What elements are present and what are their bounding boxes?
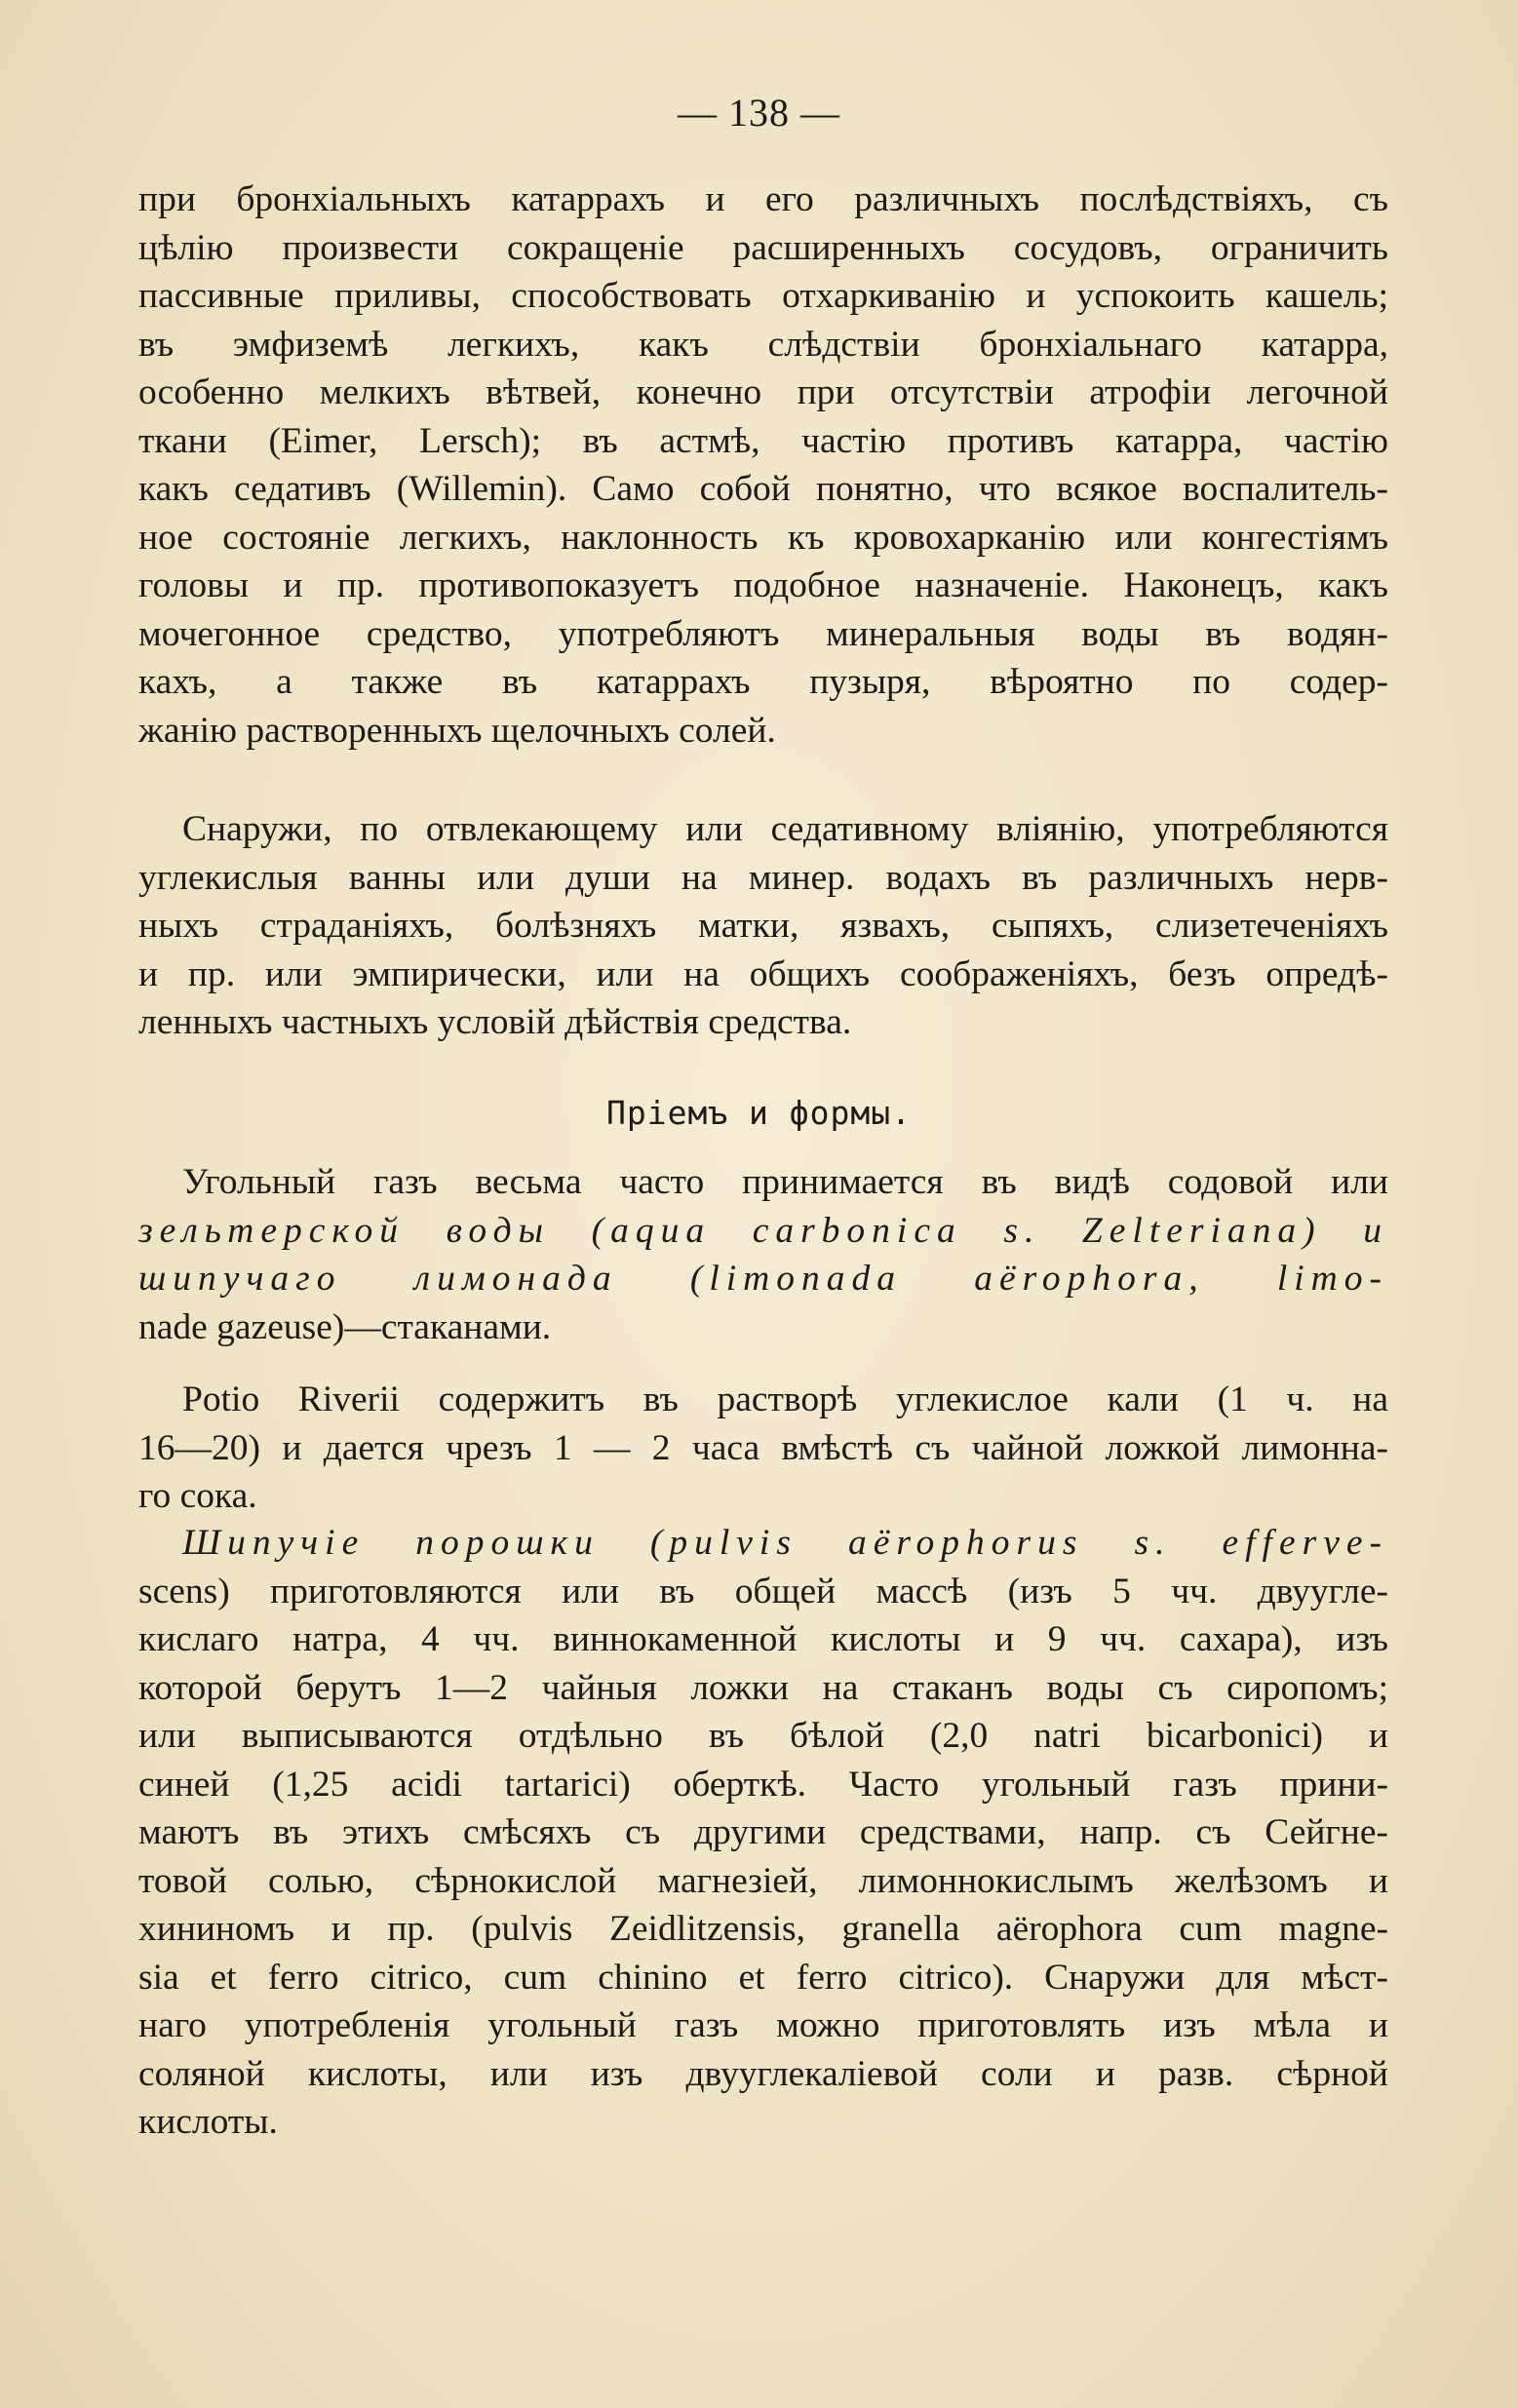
text-line: наго употребленія угольный газъ можно приготовлять изъ мѣла и [138,2005,1388,2045]
text-line: nade gazeuse)—стаканами. [138,1306,552,1347]
text-line: и пр. или эмпирически, или на общихъ соображеніяхъ, безъ опредѣ- [138,953,1388,994]
text-line: Шипучіе порошки (pulvis aërophorus s. efferve- [182,1523,1388,1563]
paragraph-potio-riverii [138,1376,1388,1521]
text-line: мочегонное средство, употребляютъ минеральныя воды въ водян- [138,613,1388,654]
section-heading: Пріемъ и формы. [605,1094,912,1132]
text-line: зельтерской воды (aqua carbonica s. Zelteriana) и [138,1210,1388,1251]
text-line: при бронхіальныхъ катаррахъ и его различныхъ послѣдствіяхъ, съ [138,179,1388,219]
text-line: го сока. [138,1476,257,1516]
text-line: головы и пр. противопоказуетъ подобное назначеніе. Наконецъ, какъ [138,565,1388,605]
text-line: хининомъ и пр. (pulvis Zeidlitzensis, granella aërophora cum magne- [138,1909,1388,1949]
text-line: ное состояніе легкихъ, наклонность къ кровохарканію или конгестіямъ [138,517,1388,558]
text-line: ткани (Eimer, Lersch); въ астмѣ, частію противъ катарра, частію [138,420,1388,461]
text-line: scens) приготовляются или въ общей массѣ (изъ 5 чч. двуугле- [138,1571,1388,1612]
text-line: Potio Riverii содержитъ въ растворѣ углекислое кали (1 ч. на [182,1379,1388,1419]
text-line: или выписываются отдѣльно въ бѣлой (2,0 natri bicarbonici) и [138,1716,1388,1756]
paragraph-effervescent-powders [138,1519,1388,2147]
text-line: какъ седативъ (Willemin). Само собой понятно, что всякое воспалитель- [138,469,1388,509]
text-line: Снаружи, по отвлекающему или седативному вліянію, употребляются [182,809,1388,849]
text-line: маютъ въ этихъ смѣсяхъ съ другими средствами, напр. съ Сейгне- [138,1812,1388,1852]
text-line: товой солью, сѣрнокислой магнезіей, лимоннокислымъ желѣзомъ и [138,1860,1388,1901]
text-line: ленныхъ частныхъ условій дѣйствія средства. [138,1002,852,1042]
text-line: въ эмфиземѣ легкихъ, какъ слѣдствіи бронхіальнаго катарра, [138,324,1388,365]
text-line: цѣлію произвести сокращеніе расширенныхъ сосудовъ, ограничить [138,227,1388,268]
text-line: шипучаго лимонада (limonada aërophora, limo- [138,1259,1388,1299]
text-line: углекислыя ванны или души на минер. водахъ въ различныхъ нерв- [138,857,1388,898]
text-line: 16—20) и дается чрезъ 1 — 2 часа вмѣстѣ съ чайной ложкой лимонна- [138,1427,1388,1468]
text-line: соляной кислоты, или изъ двууглекаліевой соли и разв. сѣрной [138,2053,1388,2094]
paragraph-external-use [138,805,1388,1047]
paragraph-soda-water [138,1158,1388,1351]
text-line: пассивные приливы, способствовать отхаркиванію и успокоить кашель; [138,276,1388,316]
page-number: — 138 — [678,91,840,135]
text-line: особенно мелкихъ вѣтвей, конечно при отсутствіи атрофіи легочной [138,372,1388,412]
text-line: кислоты. [138,2102,278,2142]
text-line: синей (1,25 acidi tartarici) оберткѣ. Часто угольный газъ прини- [138,1764,1388,1805]
text-line: sia et ferro citrico, cum chinino et ferro citrico). Снаружи для мѣст- [138,1957,1388,1998]
text-line: кахъ, а также въ катаррахъ пузыря, вѣроятно по содер- [138,662,1388,702]
text-line: которой берутъ 1—2 чайныя ложки на стаканъ воды съ сиропомъ; [138,1667,1388,1708]
paragraph-indications [138,175,1388,755]
text-line: Угольный газъ весьма часто принимается въ видѣ содовой или [182,1162,1388,1202]
text-line: жанію растворенныхъ щелочныхъ солей. [138,710,776,751]
text-line: ныхъ страданіяхъ, болѣзняхъ матки, язвахъ, сыпяхъ, слизетеченіяхъ [138,906,1388,946]
text-line: кислаго натра, 4 чч. виннокаменной кислоты и 9 чч. сахара), изъ [138,1619,1388,1659]
